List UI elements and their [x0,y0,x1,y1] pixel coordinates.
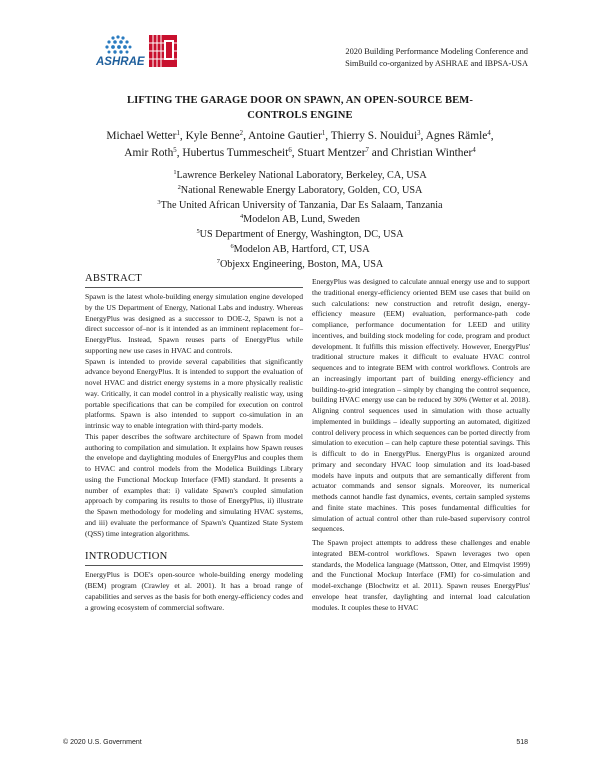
author: Hubertus Tummescheit$^6$, [182,147,298,159]
ashrae-logo [92,32,192,74]
author: Stuart Mentzer$^7$ and [297,147,392,159]
ashrae-logo-text: ASHRAE [96,56,145,68]
author: Agnes Rämle$^4$, [425,130,494,142]
affiliation: $^1$Lawrence Berkeley National Laboratory, Berkeley, CA, USA [173,169,427,181]
affiliation: $^7$Objexx Engineering, Boston, MA, USA [216,257,384,270]
introduction-rule [85,565,303,566]
title-line-2: CONTROLS ENGINE [247,109,353,121]
abstract-rule [85,287,303,288]
body-paragraph: The Spawn project attempts to address these challenges and enable integrated BEM-control workflows. Spawn leverages two open standards, the Modelica language (Mattsson, Otter, and Elmqvist 1999) and the Functional Mockup Interface (FMI) for co-simulation and model-exchange (Blochwitz et al. 2011). Spawn reuses EnergyPlus' envelope heat transfer, daylighting and internal load calculation modules. It couples these to HVAC [312,538,530,612]
abstract-paragraph: Spawn is intended to provide several capabilities that significantly advance beyond EnergyPlus. It is intended to support the evaluation of novel HVAC and district energy systems in a more physically realistic way. Critically, it can model control in a physically realistic way, using portable specifications that can be compiled for execution on control platforms. Spawn is also intended to support co-simulation in an intrinsic way to enable integration with third-party models. [85,356,303,430]
body-paragraph: EnergyPlus was designed to calculate annual energy use and to support the traditional energy-efficiency oriented BEM use cases that build on such calculations: new construction and retrofit design, energy-efficiency measure (EEM) evaluation, performance-path code compliance, performance documentation for LEED and utility incentives, and building stock modeling for code, program and product development. It fulfills this mission effectively. However, EnergyPlus' traditional structure makes it difficult to evaluate HVAC control sequences and to integrate BEM with control workflows. Controls are an increasingly important part of building energy-efficiency and building-to-grid integration – simply by changing the control sequence, building HVAC energy use can be reduced by 30% (Wetter et al. 2018). Aligning control sequences used in simulation with those actually implemented in buildings – ideally supporting an automated, digitized control delivery process in which sequences can be ported directly from simulation to execution – can help capture these potential savings. This is difficult to do in EnergyPlus. EnergyPlus is organized around primary and secondary HVAC loop simulation and its load-based models have inputs and outputs that are semantically different from actuator commands and sensor signals. Moreover, its numerical methods cannot handle fast dynamics, events, certain sampled systems and finite state machines. This poses fundamental difficulties for simulation of actual control other than rule-based supervisory control sequences. [312,277,530,534]
affiliation: $^2$National Renewable Energy Laboratory, Golden, CO, USA [177,183,423,196]
ibpsa-logo-icon [149,35,177,67]
affiliation: $^5$US Department of Energy, Washington, DC, USA [196,228,404,241]
affiliation: $^4$Modelon AB, Lund, Sweden [239,213,361,226]
affiliation: $^6$Modelon AB, Hartford, CT, USA [230,242,370,255]
title-line-1: LIFTING THE GARAGE DOOR ON SPAWN, AN OPEN-SOURCE BEM- [127,95,473,106]
conference-header [288,46,528,71]
introduction-heading: INTRODUCTION [85,551,168,563]
left-column [85,272,303,613]
abstract-paragraph: This paper describes the software architecture of Spawn from model authoring to compilation and simulation. It explains how Spawn reuses the envelope and daylighting modules of EnergyPlus and couples them to HVAC and control models from the Modelica Buildings Library using the Functional Mockup Interface (FMI) standard. It presents a number of examples that: i) validate Spawn's coupled simulation approach by comparing its results to those of EnergyPlus, ii) illustrate the Spawn methodology for modeling and simulating HVAC systems, and iii) evaluate the performance of Spawn's Quantized State System (QSS) time integration algorithms. [85,431,303,538]
ashrae-globe-icon [105,35,131,53]
abstract-paragraph: Spawn is the latest whole-building energy simulation engine developed by the US Department of Energy, National Labs and industry. Whereas EnergyPlus was designed as a successor to DOE-2, Spawn is not a direct successor of–nor is it intended as an imminent replacement for–EnergyPlus. Instead, Spawn reuses parts of EnergyPlus while supporting new use cases in HVAC and controls. [85,292,303,355]
author: Michael Wetter$^1$, [106,130,186,142]
introduction-paragraph: EnergyPlus is DOE's open-source whole-building energy modeling (BEM) program (Crawley et al. 2001). It has a broad range of capabilities and serves as the basis for both energy-efficiency codes and a growing ecosystem of commercial software. [85,570,303,612]
paper-title [90,94,510,123]
author: Amir Roth$^5$, [124,147,183,159]
header-logos [92,32,192,74]
affiliation-list [80,169,520,273]
author: Thierry S. Nouidui$^3$, [330,130,426,142]
author: Christian Winther$^4$ [391,147,476,159]
page-number: 518 [516,739,528,746]
conference-line-2: SimBuild co-organized by ASHRAE and IBPSA-USA [345,59,528,69]
copyright-notice: © 2020 U.S. Government [63,739,142,746]
author: Kyle Benne$^2$, [185,130,249,142]
affiliation: $^3$The United African University of Tanzania, Dar Es Salaam, Tanzania [157,198,443,211]
conference-line-1: 2020 Building Performance Modeling Conference and [345,47,528,56]
right-column [312,277,530,613]
author-list [80,128,520,162]
abstract-heading: ABSTRACT [85,273,142,284]
author: Antoine Gautier$^1$, [248,130,331,142]
